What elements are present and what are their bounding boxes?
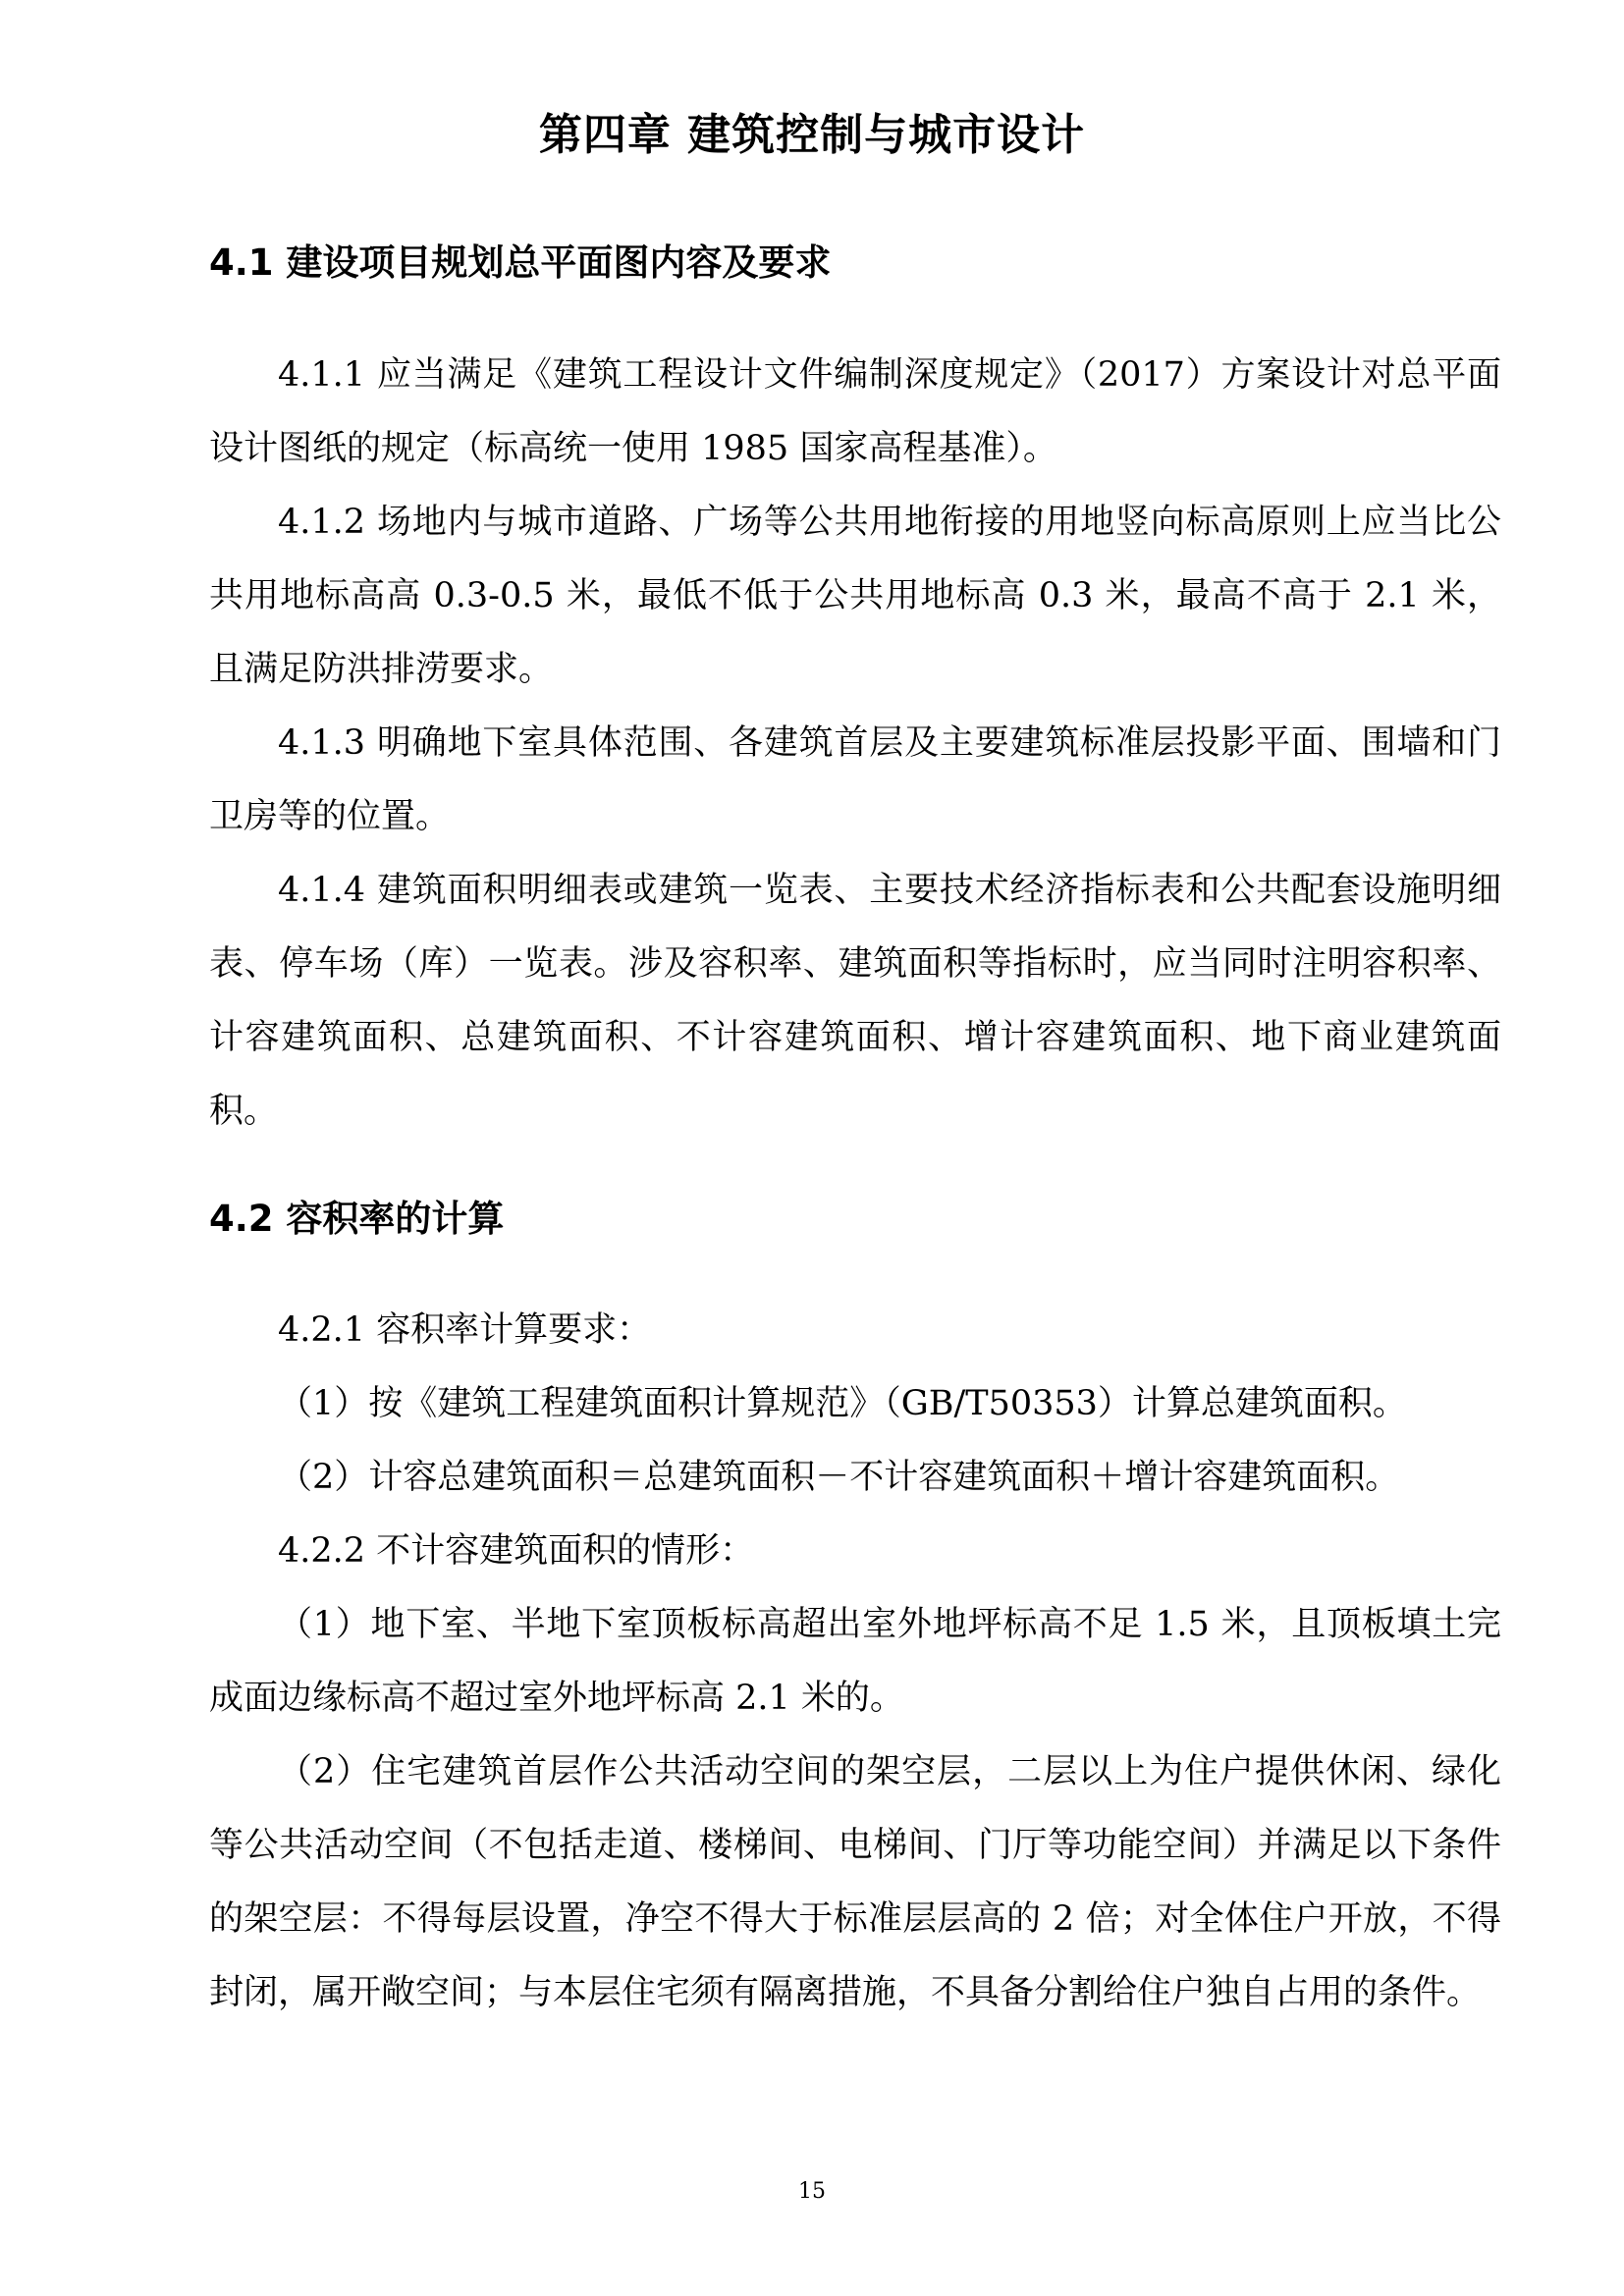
section-title-4-1: 4.1 建设项目规划总平面图内容及要求: [209, 241, 832, 284]
paragraph-4-2-1-item-1: （1）按《建筑工程建筑面积计算规范》（GB/T50353）计算总建筑面积。: [278, 1384, 1407, 1423]
section-title-4-2: 4.2 容积率的计算: [209, 1198, 505, 1240]
paragraph-4-1-4: 4.1.4 建筑面积明细表或建筑一览表、主要技术经济指标表和公共配套设施明细表、停车场（库）一览表。涉及容积率、建筑面积等指标时，应当同时注明容积率、计容建筑面积、总建筑面积、不计容建筑面积、增计容建筑面积、地下商业建筑面积。: [209, 871, 1501, 1131]
paragraph-4-2-2: 4.2.2 不计容建筑面积的情形：: [278, 1531, 755, 1571]
chapter-title: 第四章 建筑控制与城市设计: [538, 110, 1086, 160]
paragraph-4-2-2-item-1: （1）地下室、半地下室顶板标高超出室外地坪标高不足 1.5 米，且顶板填土完成面边缘标高不超过室外地坪标高 2.1 米的。: [209, 1605, 1501, 1718]
paragraph-4-2-1: 4.2.1 容积率计算要求：: [278, 1310, 652, 1350]
paragraph-4-1-1: 4.1.1 应当满足《建筑工程设计文件编制深度规定》（2017）方案设计对总平面设计图纸的规定（标高统一使用 1985 国家高程基准）。: [209, 355, 1501, 468]
paragraph-4-1-3: 4.1.3 明确地下室具体范围、各建筑首层及主要建筑标准层投影平面、围墙和门卫房等的位置。: [209, 723, 1501, 836]
page-number: 15: [798, 2179, 826, 2204]
paragraph-4-1-2: 4.1.2 场地内与城市道路、广场等公共用地衔接的用地竖向标高原则上应当比公共用地标高高 0.3-0.5 米，最低不低于公共用地标高 0.3 米，最高不高于 2.1 米，且满足防洪排涝要求。: [209, 503, 1501, 689]
paragraph-4-2-1-item-2: （2）计容总建筑面积＝总建筑面积－不计容建筑面积＋增计容建筑面积。: [278, 1458, 1400, 1497]
paragraph-4-2-2-item-2: （2）住宅建筑首层作公共活动空间的架空层，二层以上为住户提供休闲、绿化等公共活动空间（不包括走道、楼梯间、电梯间、门厅等功能空间）并满足以下条件的架空层：不得每层设置，净空不得大于标准层层高的 2 倍；对全体住户开放，不得封闭，属开敞空间；与本层住宅须有隔离措施，不具备分割给住户独自占用的条件。: [209, 1752, 1501, 2012]
